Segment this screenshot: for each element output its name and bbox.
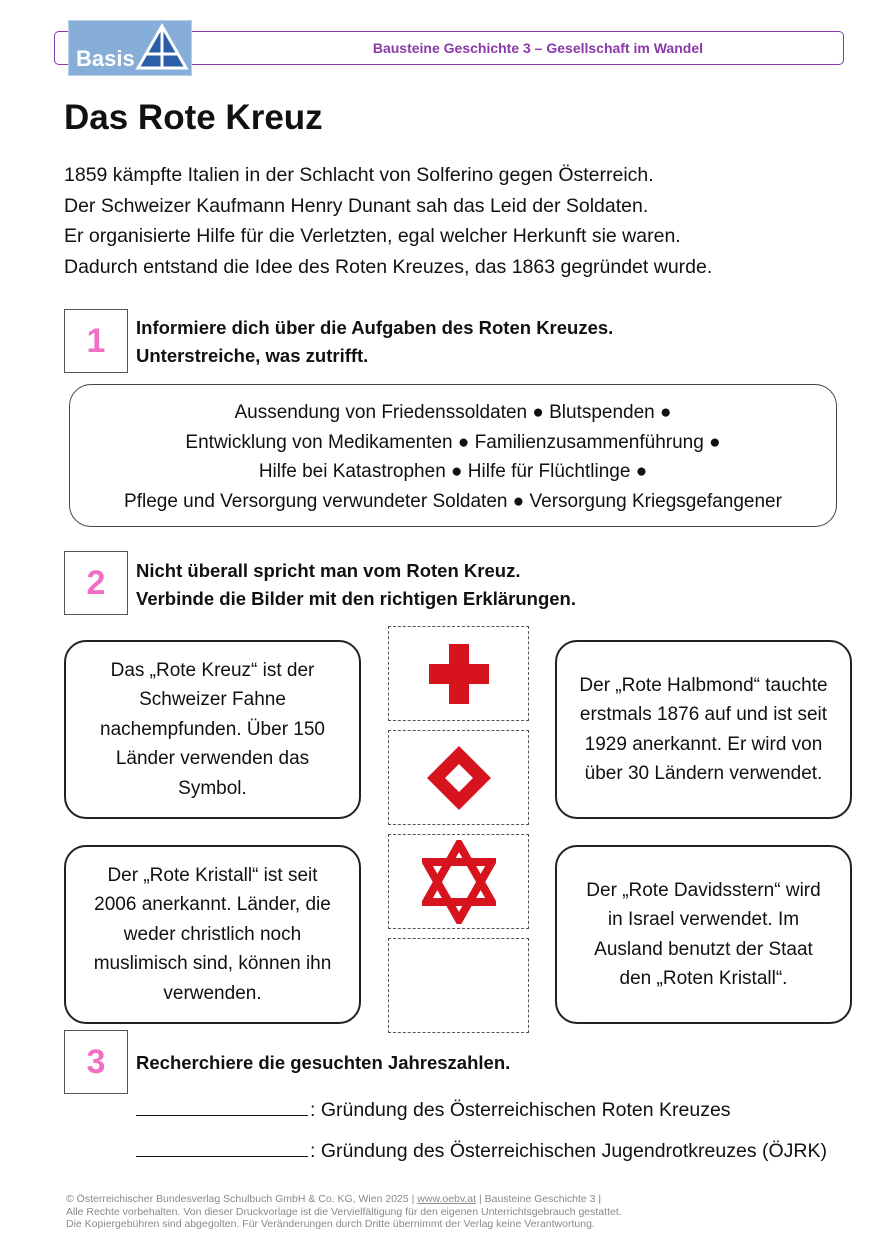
basis-logo xyxy=(68,20,192,76)
triangle-logo-icon xyxy=(135,23,189,73)
symbol-box-red-crescent[interactable] xyxy=(388,938,529,1033)
intro-line: Der Schweizer Kaufmann Henry Dunant sah das Leid der Soldaten. xyxy=(64,194,649,217)
card-line: Symbol. xyxy=(178,777,247,799)
task-1-number: 1 xyxy=(64,309,128,373)
card-line: Der „Rote Davidsstern“ wird xyxy=(586,879,821,901)
copyright-text: © Österreichischer Bundesverlag Schulbuch GmbH & Co. KG, Wien 2025 | xyxy=(66,1193,415,1205)
intro-line: 1859 kämpfte Italien in der Schlacht von Solferino gegen Österreich. xyxy=(64,164,654,186)
card-line: Der „Rote Halbmond“ tauchte xyxy=(579,674,828,696)
task-3-instruction xyxy=(136,1049,510,1077)
red-star-of-david-icon xyxy=(422,840,496,924)
explanation-card-red-crystal[interactable] xyxy=(64,845,361,1024)
red-crescent-icon xyxy=(427,951,491,1021)
explanation-card-red-cross[interactable] xyxy=(64,640,361,819)
task-2-number: 2 xyxy=(64,551,128,615)
symbol-box-red-cross[interactable] xyxy=(388,626,529,721)
footer-line-2: Alle Rechte vorbehalten. Von dieser Druckvorlage ist die Vervielfältigung für den eigenen Unterrichtsgebrauch gestattet. xyxy=(66,1205,622,1218)
option-line[interactable]: Entwicklung von Medikamenten ● Familienzusammenführung ● xyxy=(185,431,721,453)
card-line: Der „Rote Kristall“ ist seit xyxy=(107,864,318,886)
explanation-card-red-crescent[interactable] xyxy=(555,640,852,819)
book-title-text: | Bausteine Geschichte 3 | xyxy=(478,1193,602,1205)
publisher-link[interactable]: www.oebv.at xyxy=(417,1193,477,1205)
card-line: muslimisch sind, können ihn xyxy=(93,953,332,975)
year-blank-2[interactable] xyxy=(136,1137,308,1157)
card-line: 2006 anerkannt. Länder, die xyxy=(94,894,331,916)
intro-line: Er organisierte Hilfe für die Verletzten, egal welcher Herkunft sie waren. xyxy=(64,225,681,247)
instruction-line: Verbinde die Bilder mit den richtigen Erklärungen. xyxy=(136,588,576,609)
symbol-box-red-crystal[interactable] xyxy=(388,730,529,825)
instruction-line: Nicht überall spricht man vom Roten Kreuz. xyxy=(136,560,521,581)
instruction-line: Recherchiere die gesuchten Jahreszahlen. xyxy=(136,1052,511,1073)
card-line: über 30 Ländern verwendet. xyxy=(584,763,823,784)
task-3-number: 3 xyxy=(64,1030,128,1094)
year-blank-1[interactable] xyxy=(136,1096,308,1116)
option-line[interactable]: Aussendung von Friedenssoldaten ● Blutspenden ● xyxy=(234,402,672,423)
intro-text xyxy=(64,160,712,282)
explanation-card-red-star-of-david[interactable] xyxy=(555,845,852,1024)
card-line: Schweizer Fahne xyxy=(139,689,286,711)
card-line: nachempfunden. Über 150 xyxy=(100,718,325,740)
fill-in-line-2 xyxy=(136,1137,827,1163)
option-line[interactable]: Hilfe bei Katastrophen ● Hilfe für Flüchtlinge ● xyxy=(258,461,648,482)
symbol-box-red-star-of-david[interactable] xyxy=(388,834,529,929)
instruction-line: Unterstreiche, was zutrifft. xyxy=(136,345,369,366)
footer-line-3: Die Kopiergebühren sind abgegolten. Für Veränderungen durch Dritte übernimmt der Verlag keine Verantwortung. xyxy=(66,1218,595,1230)
instruction-line: Informiere dich über die Aufgaben des Roten Kreuzes. xyxy=(136,317,614,338)
card-line: 1929 anerkannt. Er wird von xyxy=(584,733,823,755)
card-line: erstmals 1876 auf und ist seit xyxy=(579,704,828,725)
red-cross-icon xyxy=(427,642,491,706)
options-box xyxy=(69,384,837,527)
page-title: Das Rote Kreuz xyxy=(64,98,323,137)
task-2-instruction xyxy=(136,557,576,613)
card-line: Länder verwenden das xyxy=(115,748,310,770)
logo-text: Basis xyxy=(76,46,135,71)
intro-line: Dadurch entstand die Idee des Roten Kreuzes, das 1863 gegründet wurde. xyxy=(64,255,713,278)
card-line: den „Roten Kristall“. xyxy=(619,968,788,989)
footer xyxy=(66,1193,622,1231)
card-line: Ausland benutzt der Staat xyxy=(594,938,813,960)
fill-in-line-1 xyxy=(136,1096,731,1122)
card-line: Das „Rote Kreuz“ ist der xyxy=(110,659,315,681)
task-1-instruction xyxy=(136,314,613,370)
card-line: in Israel verwendet. Im xyxy=(607,909,800,930)
fill-in-label: : Gründung des Österreichischen Jugendrotkreuzes (ÖJRK) xyxy=(310,1140,827,1162)
fill-in-label: : Gründung des Österreichischen Roten Kreuzes xyxy=(310,1099,731,1121)
footer-line-1 xyxy=(66,1193,622,1206)
card-line: verwenden. xyxy=(163,982,262,1004)
red-crystal-icon xyxy=(425,744,493,812)
option-line[interactable]: Pflege und Versorgung verwundeter Soldaten ● Versorgung Kriegsgefangener xyxy=(124,490,782,512)
card-line: weder christlich noch xyxy=(123,923,302,945)
series-title: Bausteine Geschichte 3 – Gesellschaft im Wandel xyxy=(372,40,703,56)
